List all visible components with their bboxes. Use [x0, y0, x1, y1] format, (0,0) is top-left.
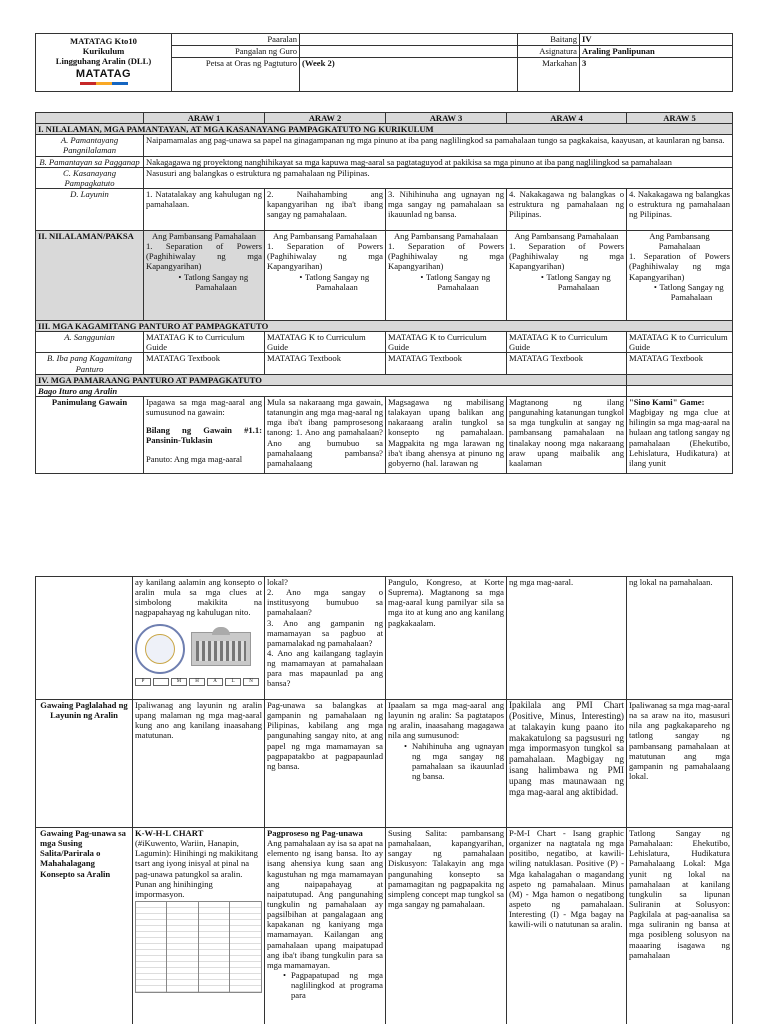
panimula-day-4-cont: ng mga mag-aaral. [507, 577, 627, 700]
kasanayang-pampagkatuto-label: C. Kasanayang Pampagkatuto [36, 167, 144, 188]
paglalahad-day-4: Ipakilala ang PMI Chart (Positive, Minus, Interesting) at talakayin kung paano ito makakatulong sa pagsusuri ng mga impormasyon tungkol sa pamahalaan. Magbigay ng isang halimbawa ng PMI upang mas maunawaan ng mga mag-aaral ang aktibidad. [507, 700, 627, 828]
section-3-title: III. MGA KAGAMITANG PANTURO AT PAMPAGKATUTO [36, 320, 733, 331]
nilalaman-day-4: Ang Pambansang Pamahalaan 1. Separation of Powers (Paghihiwalay ng mga Kapangyarihan) • Tatlong Sangay ng Pamahalaan [507, 230, 627, 320]
pamantayan-sa-pagganap-label: B. Pamantayan sa Pagganap [36, 156, 144, 167]
nilalaman-day-3: Ang Pambansang Pamahalaan 1. Separation of Powers (Paghihiwalay ng mga Kapangyarihan) • Tatlong Sangay ng Pamahalaan [386, 230, 507, 320]
pamantayang-pangnilalaman-text: Naipamamalas ang pag-unawa sa papel na ginagampanan ng mga pinuno at iba pang naglilingkod sa pamahalaan tungo sa pagkakaisa, kaayusan, at kaunlaran ng bansa. [144, 135, 733, 156]
dll-title-line-3: Lingguhang Aralin (DLL) [55, 56, 152, 67]
pamantayan-sa-pagganap-text: Nakagagawa ng proyektong nanghihikayat sa mga kapuwa mag-aaral sa pagtataguyod at pakikisa sa mga pinuno at iba pang naglilingkod sa pamahalaan [144, 156, 733, 167]
nilalaman-day-5: Ang Pambansang Pamahalaan 1. Separation of Powers (Paghihiwalay ng mga Kapangyarihan) • Tatlong Sangay ng Pamahalaan [627, 230, 733, 320]
pagunawa-day-1: K-W-H-L CHART (#iKuwento, Wariin, Hanapin, Lagumin): Hinihingi ng makikitang tsart ang iyong inisyal at pinal na pag-unawa patungkol sa aralin. Punan ang hinihinging impormasyon. [133, 828, 265, 1024]
matatag-logo-text: MATATAG [75, 68, 132, 81]
layunin-label: D. Layunin [36, 188, 144, 230]
value-asignatura: Araling Panlipunan [580, 46, 733, 58]
layunin-day-3: 3. Nihihinuha ang ugnayan ng mga sangay ng pamahalaan sa ikauunlad ng bansa. [386, 188, 507, 230]
label-paaralan: Paaralan [172, 34, 300, 46]
sanggunian-day-5: MATATAG K to Curriculum Guide [627, 332, 733, 353]
pagunawa-day-3: Susing Salita: pambansang pamahalaan, kapangyarihan, sangay ng pamahalaan Diskusyon: Talakayin ang mga pangunahing konsepto sa pamamagitan ng pagpapakita ng simpleng concept map tungkol sa mga sangay ng pamahalaan. [386, 828, 507, 1024]
section-4-title: IV. MGA PAMARAANG PANTURO AT PAMPAGKATUTO [36, 374, 627, 385]
panimulang-gawain-label: Panimulang Gawain [36, 396, 144, 473]
kagamitang-day-3: MATATAG Textbook [386, 353, 507, 374]
paglalahad-day-1: Ipaliwanag ang layunin ng aralin upang malaman ng mga mag-aaral kung ano ang kanilang inaasahang matutunan. [133, 700, 265, 828]
kagamitang-day-5: MATATAG Textbook [627, 353, 733, 374]
pagunawa-label: Gawaing Pag-unawa sa mga Susing Salita/Parirala o Mahahalagang Konsepto sa Aralin [36, 828, 133, 1024]
sanggunian-day-3: MATATAG K to Curriculum Guide [386, 332, 507, 353]
header-table [35, 33, 733, 92]
kasanayang-pampagkatuto-text: Nasusuri ang balangkas o estruktura ng pamahalaan ng Pilipinas. [144, 167, 733, 188]
label-baitang: Baitang [518, 34, 580, 46]
government-seal-icon [135, 624, 185, 674]
day-header-5: ARAW 5 [627, 113, 733, 124]
value-baitang: IV [580, 34, 733, 46]
kagamitang-day-4: MATATAG Textbook [507, 353, 627, 374]
sanggunian-day-2: MATATAG K to Curriculum Guide [265, 332, 386, 353]
matatag-logo [74, 68, 134, 85]
value-guro [300, 46, 518, 58]
sanggunian-label: A. Sanggunian [36, 332, 144, 353]
paglalahad-day-3: Ipaalam sa mga mag-aaral ang layunin ng aralin: Sa pagtatapos ng aralin, inaasahang magagawa nila ang sumusunod: • Nahihinuha ang ugnayan ng mga sangay ng pamahalaan sa ikauunlad ng bansa. [386, 700, 507, 828]
value-paaralan [300, 34, 518, 46]
panimula-day-5-cont: ng lokal na pamahalaan. [627, 577, 733, 700]
bago-ituro-subtitle: Bago Ituro ang Aralin [36, 385, 627, 396]
lesson-table [35, 112, 733, 474]
letter-clue-boxes: P M H A L N [135, 678, 262, 686]
paglalahad-day-5: Ipaliwanag sa mga mag-aaral na sa araw na ito, masusuri nila ang pagkakapareho ng tatlong sangay ng pambansang pamahalaan at matutunan ang mga gampanin ng pamahalaang lokal. [627, 700, 733, 828]
label-asignatura: Asignatura [518, 46, 580, 58]
paglalahad-day-2: Pag-unawa sa balangkas at gampanin ng pamahalaan ng Pilipinas, kabilang ang mga pangunahing sangay nito, at ang papel ng mga mamamayan sa pagpapatakbo at pagpapaunlad ng bansa. [265, 700, 386, 828]
panimula-day-4: Magtanong ng ilang pangunahing katanungan tungkol sa mga tungkulin at sangay ng pambansang pamahalaan na tinalakay noong mga nakaraang araw upang maibalik ang kaalaman [507, 396, 627, 473]
lesson-table-continued [35, 576, 733, 1024]
label-markahan: Markahan [518, 58, 580, 92]
pagunawa-day-2: Pagproseso ng Pag-unawa Ang pamahalaan ay isa sa apat na elemento ng isang bansa. Ito ay isang ahensiya kung saan ang kagustuhan ng mga mamamayan ang naipapahayag at naipatutupad. Ang pangunahing tungkulin ng pamahalaan ay pagsilbihan at pangalagaan ang kapakanan ng kaniyang mga mamamayan. Kailangan ang pamahalaan upang maipatupad ang iba't ibang tungkulin para sa mga mamamayan. • Pagpapatupad ng mga naglilingkod at programa para [265, 828, 386, 1024]
day-header-2: ARAW 2 [265, 113, 386, 124]
panimula-day-3: Magsagawa ng mabilisang talakayan upang balikan ang nakaraang aralin tungkol sa konsepto ng pamahalaan. Magpakita ng mga larawan ng iba't ibang ahensya at pinuno ng gobyerno (hal. larawan ng [386, 396, 507, 473]
layunin-day-1: 1. Natatalakay ang kahulugan ng pamahalaan. [144, 188, 265, 230]
label-petsa: Petsa at Oras ng Pagtuturo [172, 58, 300, 92]
panimula-day-3-cont: Pangulo, Kongreso, at Korte Suprema). Magtanong sa mga mag-aaral kung pamilyar sila sa mga ito at kung ano ang kanilang pagkakaalam. [386, 577, 507, 700]
day-header-3: ARAW 3 [386, 113, 507, 124]
value-petsa: (Week 2) [300, 58, 518, 92]
nilalaman-paksa-label: II. NILALAMAN/PAKSA [36, 230, 144, 320]
clue-images [135, 624, 262, 674]
value-markahan: 3 [580, 58, 733, 92]
panimula-day-1: Ipagawa sa mga mag-aaral ang sumusunod na gawain: Bilang ng Gawain #1.1: Pansinin-Tuklasin Panuto: Ang mga mag-aaral [144, 396, 265, 473]
layunin-day-4: 4. Nakakagawa ng balangkas o estruktura ng pamahalaan ng Pilipinas. [507, 188, 627, 230]
nilalaman-day-2: Ang Pambansang Pamahalaan 1. Separation of Powers (Paghihiwalay ng mga Kapangyarihan) • Tatlong Sangay ng Pamahalaan [265, 230, 386, 320]
pagunawa-day-5: Tatlong Sangay ng Pamahalaan: Ehekutibo, Lehislatura, Hudikatura Pamahalaang Lokal: Mga yunit ng lokal na pamahalaan at kanilang tungkulin sa lipunan Suliranin at Solusyon: Pagkilala at pag-aanalisa sa mga suliranin ng bansa at mga posibleng solusyon na maaaring isagawa ng pamahalaan [627, 828, 733, 1024]
dll-title-line-1: MATATAG Kto10 [70, 36, 137, 46]
layunin-day-2: 2. Naihahambing ang kapangyarihan ng iba't ibang sangay ng pamahalaan. [265, 188, 386, 230]
kagamitang-panturo-label: B. Iba pang Kagamitang Panturo [36, 353, 144, 374]
dll-title-block [36, 34, 172, 92]
day-header-4: ARAW 4 [507, 113, 627, 124]
kwhl-chart-image [135, 901, 262, 993]
label-guro: Pangalan ng Guro [172, 46, 300, 58]
panimula-day-5: "Sino Kami" Game: Magbigay ng mga clue at hilingin sa mga mag-aaral na hulaan ang tatlong sangay ng pamahalaan (Ehekutibo, Lehislatura, Hudikatura) at ilang yunit [627, 396, 733, 473]
nilalaman-day-1: Ang Pambansang Pamahalaan 1. Separation of Powers (Paghihiwalay ng mga Kapangyarihan) • Tatlong Sangay ng Pamahalaan [144, 230, 265, 320]
pamantayang-pangnilalaman-label: A. Pamantayang Pangnilalaman [36, 135, 144, 156]
day-header-row [36, 113, 733, 124]
dll-title-line-2: Kurikulum [82, 46, 125, 57]
kagamitang-day-2: MATATAG Textbook [265, 353, 386, 374]
pagunawa-day-4: P-M-I Chart - Isang graphic organizer na nagtatala ng mga positibo, negatibo, at kawili-wiling natuklasan. Positive (P) - Mga kahalagahan o magandang aspeto ng pamahalaan. Minus (M) - Mga hamon o negatibong aspeto ng pamahalaan. Interesting (I) - Mga bagay na kawili-wili o natutunan sa aralin. [507, 828, 627, 1024]
government-building-icon [191, 632, 251, 666]
panimula-day-2-cont: lokal? 2. Ano mga sangay o institusyong bumubuo sa pamahalaan? 3. Ano ang gampanin ng mamamayan sa pagbuo at pamamalakad ng pamahalaan? 4. Ano ang kailangang taglayin ng mamamayan at pamahalaan para mas mapaunlad pa ang bansa? [265, 577, 386, 700]
kagamitang-day-1: MATATAG Textbook [144, 353, 265, 374]
section-1-title: I. NILALAMAN, MGA PAMANTAYAN, AT MGA KASANAYANG PAMPAGKATUTO NG KURIKULUM [36, 124, 733, 135]
layunin-day-5: 4. Nakakagawa ng balangkas o estruktura ng pamahalaan ng Pilipinas. [627, 188, 733, 230]
day-header-1: ARAW 1 [144, 113, 265, 124]
panimula-day-1-cont: ay kanilang aalamin ang konsepto o aralin mula sa mga clues at simbolong makikita na nagpapahayag ng kahulugan nito. P M H A L N [133, 577, 265, 700]
sanggunian-day-4: MATATAG K to Curriculum Guide [507, 332, 627, 353]
panimula-day-2: Mula sa nakaraang mga gawain, tatanungin ang mga mag-aaral ng mga iba't ibang pamprosesong tanong: 1. Ano ang pamahalaan? Ano ang bumubuo sa pamahalaang pambansa? pamahalaang [265, 396, 386, 473]
paglalahad-label: Gawaing Paglalahad ng Layunin ng Aralin [36, 700, 133, 828]
sanggunian-day-1: MATATAG K to Curriculum Guide [144, 332, 265, 353]
